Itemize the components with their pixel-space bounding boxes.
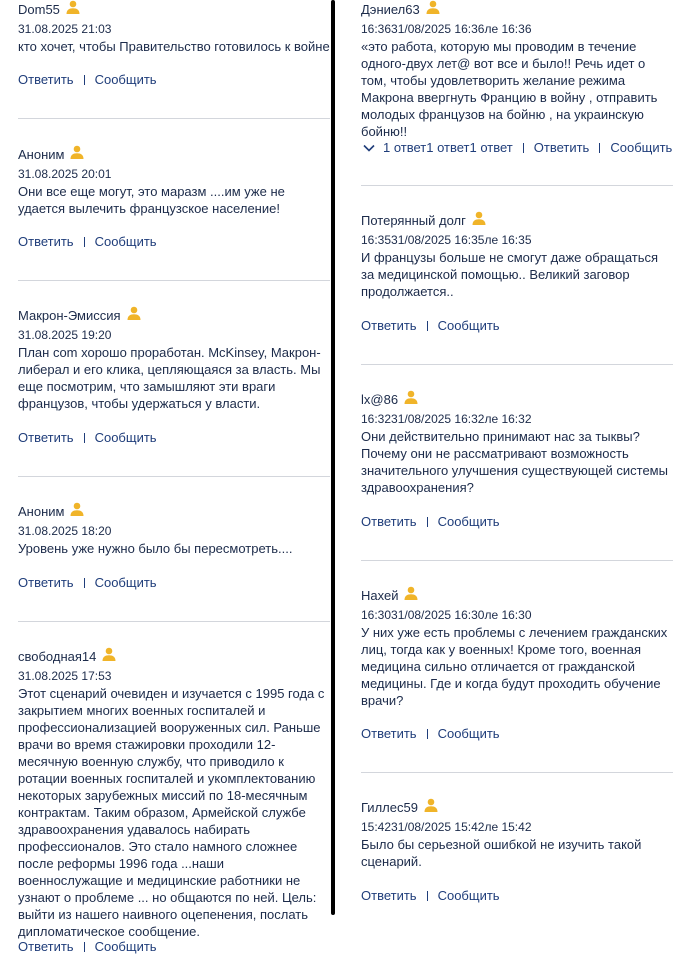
- reply-link[interactable]: Ответить: [18, 234, 74, 249]
- separator: [84, 433, 85, 443]
- replies-toggle[interactable]: [361, 140, 513, 156]
- report-link[interactable]: Сообщить: [94, 939, 157, 954]
- separator: [523, 143, 524, 153]
- comment-actions: [18, 939, 157, 955]
- user-icon: [404, 586, 418, 600]
- separator: [427, 891, 428, 901]
- report-link[interactable]: Сообщить: [437, 888, 500, 903]
- comment: [18, 308, 330, 412]
- user-icon: [66, 0, 80, 14]
- report-link[interactable]: Сообщить: [94, 72, 157, 87]
- comment-text: «это работа, которую мы проводим в течение одного-двух лет@ вот все и было!! Речь идет о том, чтобы удовлетворить желание режима Макрона ввергнуть Францию в войну , отправить молодых французов на бойню , на украинскую бойню!!: [361, 39, 658, 139]
- comment-date: 16:3231/08/2025 16:32ле 16:32: [361, 412, 532, 426]
- comment-actions: [361, 318, 500, 334]
- comment-separator: [361, 560, 673, 561]
- comment-actions: [361, 888, 500, 904]
- report-link[interactable]: Сообщить: [94, 575, 157, 590]
- comment-date: 16:3031/08/2025 16:30ле 16:30: [361, 608, 532, 622]
- report-link[interactable]: Сообщить: [437, 318, 500, 333]
- comment-text: И французы больше не смогут даже обращаться за медицинской помощью.. Великий заговор продолжается..: [361, 250, 659, 299]
- comment-author[interactable]: Нахей: [361, 588, 673, 604]
- comment-text: Они все еще могут, это маразм ....им уже не удается вылечить французское население!: [18, 184, 285, 216]
- comment-separator: [18, 476, 330, 477]
- comment: [18, 2, 330, 55]
- comment-text: Уровень уже нужно было бы пересмотреть....: [18, 541, 293, 556]
- separator: [427, 517, 428, 527]
- comment-actions: [18, 430, 157, 446]
- user-icon: [472, 211, 486, 225]
- column-divider: [331, 0, 335, 915]
- comment-separator: [361, 185, 673, 186]
- comment-author[interactable]: Гиллес59: [361, 800, 673, 816]
- reply-link[interactable]: Ответить: [18, 72, 74, 87]
- comment-text: Они действительно принимают нас за тыквы? Почему они не рассматривают возможность значительного улучшения существующей системы здравоохранения?: [361, 429, 668, 495]
- comment-separator: [18, 621, 330, 622]
- reply-link[interactable]: Ответить: [18, 430, 74, 445]
- comment-author[interactable]: Дэниел63: [361, 2, 673, 18]
- comment: [361, 213, 673, 300]
- separator: [84, 578, 85, 588]
- comment-date: 16:3531/08/2025 16:35ле 16:35: [361, 233, 532, 247]
- comment-separator: [18, 118, 330, 119]
- report-link[interactable]: Сообщить: [94, 430, 157, 445]
- comment-text: У них уже есть проблемы с лечением гражданских лиц, тогда как у военных! Кроме того, военная медицина сильно отличается от гражданской медицины. Где и когда будут проходить обучение врачи?: [361, 625, 668, 708]
- user-icon: [424, 798, 438, 812]
- comment-actions: [361, 140, 672, 156]
- user-icon: [70, 145, 84, 159]
- reply-link[interactable]: Ответить: [361, 318, 417, 333]
- report-link[interactable]: Сообщить: [437, 514, 500, 529]
- replies-count: 1 ответ1 ответ1 ответ: [383, 140, 513, 155]
- comment-date: 15:4231/08/2025 15:42ле 15:42: [361, 820, 532, 834]
- comment-actions: [361, 726, 500, 742]
- user-icon: [70, 502, 84, 516]
- reply-link[interactable]: Ответить: [361, 514, 417, 529]
- report-link[interactable]: Сообщить: [610, 140, 673, 155]
- separator: [84, 237, 85, 247]
- user-icon: [426, 0, 440, 14]
- comment: [361, 392, 673, 496]
- separator: [84, 75, 85, 85]
- user-icon: [404, 390, 418, 404]
- comment: [18, 504, 330, 557]
- reply-link[interactable]: Ответить: [361, 726, 417, 741]
- reply-link[interactable]: Ответить: [533, 140, 590, 155]
- comment: [361, 588, 673, 709]
- user-icon: [127, 306, 141, 320]
- comment: [361, 800, 673, 870]
- comment-author[interactable]: свободная14: [18, 649, 330, 665]
- comment-date: 31.08.2025 18:20: [18, 524, 112, 538]
- user-icon: [102, 647, 116, 661]
- comment: [18, 147, 330, 217]
- comment-actions: [18, 575, 157, 591]
- comment: [18, 649, 330, 940]
- comment-date: 16:3631/08/2025 16:36ле 16:36: [361, 22, 532, 36]
- comment-text: кто хочет, чтобы Правительство готовилось к войне: [18, 39, 330, 54]
- comment-separator: [361, 364, 673, 365]
- separator: [427, 321, 428, 331]
- reply-link[interactable]: Ответить: [18, 575, 74, 590]
- reply-link[interactable]: Ответить: [361, 888, 417, 903]
- separator: [427, 729, 428, 739]
- report-link[interactable]: Сообщить: [94, 234, 157, 249]
- comment-author[interactable]: Dom55: [18, 2, 330, 18]
- comment-date: 31.08.2025 19:20: [18, 328, 112, 342]
- comment-author[interactable]: Макрон-Эмиссия: [18, 308, 330, 324]
- comment-date: 31.08.2025 21:03: [18, 22, 112, 36]
- report-link[interactable]: Сообщить: [437, 726, 500, 741]
- comment-author[interactable]: Аноним: [18, 504, 330, 520]
- comment-actions: [18, 72, 157, 88]
- comment-author[interactable]: Потерянный долг: [361, 213, 673, 229]
- comment-text: План com хорошо проработан. McKinsey, Макрон-либерал и его клика, цепляющаяся за власть. Мы еще посмотрим, что замышляют эти враги французов, чтобы удержаться у власти.: [18, 345, 321, 411]
- separator: [599, 143, 600, 153]
- comment-separator: [18, 280, 330, 281]
- comment-author[interactable]: Аноним: [18, 147, 330, 163]
- comment-date: 31.08.2025 20:01: [18, 167, 112, 181]
- comment-separator: [361, 772, 673, 773]
- comment-actions: [18, 234, 157, 250]
- comment-date: 31.08.2025 17:53: [18, 669, 112, 683]
- chevron-down-icon: [363, 140, 375, 156]
- comment-actions: [361, 514, 500, 530]
- separator: [84, 942, 85, 952]
- comment: [361, 2, 673, 140]
- reply-link[interactable]: Ответить: [18, 939, 74, 954]
- comment-author[interactable]: lx@86: [361, 392, 673, 408]
- comment-text: Было бы серьезной ошибкой не изучить такой сценарий.: [361, 837, 642, 869]
- comment-text: Этот сценарий очевиден и изучается с 1995 года с закрытием многих военных госпиталей и профессионализацией вооруженных сил. Раньше врачи во время стажировки проходили 12-месячную военную службу, что приводило к ротации военных госпиталей и укомплектованию некоторых зарубежных миссий по 18-месячным контрактам. Таким образом, Армейской службе здравоохранения удавалось набирать профессионалов. Это стало намного сложнее после реформы 1996 года ...наши военнослужащие и медицинские работники не узнают о проблеме ... но общаются по ней. Цель: выйти из нашего наивного оцепенения, послать дипломатическое сообщение.: [18, 686, 325, 939]
